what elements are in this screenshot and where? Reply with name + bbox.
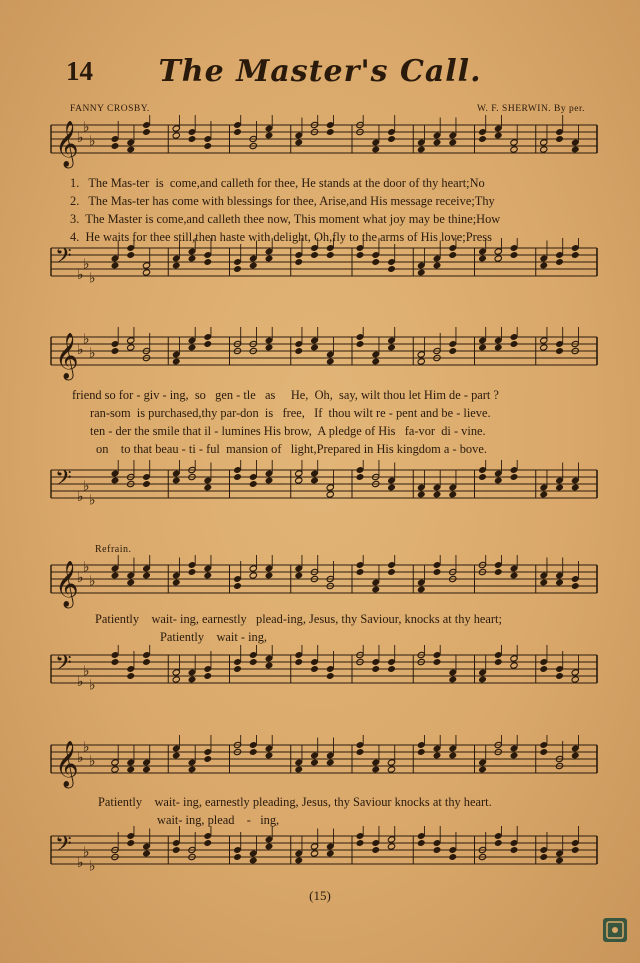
verse-1-line-1: 1. The Mas-ter is come,and calleth for thee, He stands at the door of thy heart;No <box>70 176 485 190</box>
svg-text:𝄢: 𝄢 <box>55 244 72 274</box>
composer-credit: W. F. SHERWIN. By per. <box>476 104 585 114</box>
svg-text:𝄢: 𝄢 <box>55 651 72 681</box>
page-number: (15) <box>309 888 331 903</box>
bass-staff-2 <box>47 460 603 526</box>
svg-text:♭: ♭ <box>77 267 84 283</box>
bass-staff-1 <box>47 238 603 304</box>
svg-text:♭: ♭ <box>89 753 96 770</box>
verse-4-line-2: on to that beau - ti - ful mansion of light,Prepared in His kingdom a - bove. <box>96 442 487 456</box>
svg-text:♭: ♭ <box>83 559 90 576</box>
svg-text:♭: ♭ <box>83 663 90 680</box>
svg-text:♭: ♭ <box>77 342 84 358</box>
svg-text:𝄞: 𝄞 <box>55 121 79 167</box>
svg-text:♭: ♭ <box>77 130 84 146</box>
refrain-line-1: Patiently wait- ing, earnestly plead-ing, Jesus, thy Saviour, knocks at thy heart; <box>95 612 502 626</box>
svg-text:♭: ♭ <box>89 858 96 875</box>
svg-text:♭: ♭ <box>89 573 96 590</box>
svg-text:♭: ♭ <box>77 674 84 690</box>
treble-staff-2 <box>47 327 603 393</box>
hymn-title: The Master's Call. <box>158 54 482 89</box>
svg-text:♭: ♭ <box>83 331 90 348</box>
verse-3-line-2: ten - der the smile that il - lumines His brow, A pledge of His fa-vor di - vine. <box>90 424 486 438</box>
svg-text:♭: ♭ <box>83 739 90 756</box>
svg-text:♭: ♭ <box>89 677 96 694</box>
bass-staff-4 <box>47 826 603 892</box>
refrain-echo-2: wait- ing, plead - ing, <box>157 813 280 827</box>
hymn-number: 14 <box>66 56 93 86</box>
svg-text:♭: ♭ <box>83 119 90 136</box>
lyricist-credit: FANNY CROSBY. <box>70 104 150 114</box>
verse-2-line-2: ran-som is purchased,thy par-don is free, If thou wilt re - pent and be - lieve. <box>90 406 491 420</box>
svg-text:♭: ♭ <box>89 345 96 362</box>
refrain-label: Refrain. <box>95 544 132 555</box>
treble-staff-1 <box>47 115 603 181</box>
svg-text:𝄞: 𝄞 <box>55 561 79 607</box>
svg-text:𝄞: 𝄞 <box>55 333 79 379</box>
svg-text:♭: ♭ <box>77 570 84 586</box>
svg-text:♭: ♭ <box>89 270 96 287</box>
svg-text:♭: ♭ <box>89 492 96 509</box>
verse-2-line-1: 2. The Mas-ter has come with blessings for thee, Arise,and His message receive;Thy <box>70 194 495 208</box>
treble-staff-4 <box>47 735 603 801</box>
svg-text:♭: ♭ <box>83 478 90 495</box>
verse-3-line-1: 3. The Master is come,and calleth thee now, This moment what joy may be thine;How <box>70 212 501 226</box>
svg-text:𝄞: 𝄞 <box>55 741 79 787</box>
svg-text:♭: ♭ <box>77 750 84 766</box>
bass-staff-3 <box>47 645 603 711</box>
library-stamp-icon <box>600 915 630 945</box>
svg-text:♭: ♭ <box>77 855 84 871</box>
svg-text:♭: ♭ <box>89 133 96 150</box>
verse-1-line-2: friend so for - giv - ing, so gen - tle as He, Oh, say, wilt thou let Him de - part ? <box>72 388 499 402</box>
refrain-echo-1: Patiently wait - ing, <box>160 630 268 644</box>
svg-text:♭: ♭ <box>83 256 90 273</box>
svg-text:𝄢: 𝄢 <box>55 832 72 862</box>
svg-text:𝄢: 𝄢 <box>55 466 72 496</box>
svg-text:♭: ♭ <box>83 844 90 861</box>
svg-text:♭: ♭ <box>77 489 84 505</box>
verse-4-line-1: 4. He waits for thee still,then haste with delight, Oh,fly to the arms of His love;Press <box>70 230 492 244</box>
refrain-line-2: Patiently wait- ing, earnestly pleading, Jesus, thy Saviour knocks at thy heart. <box>98 795 492 809</box>
